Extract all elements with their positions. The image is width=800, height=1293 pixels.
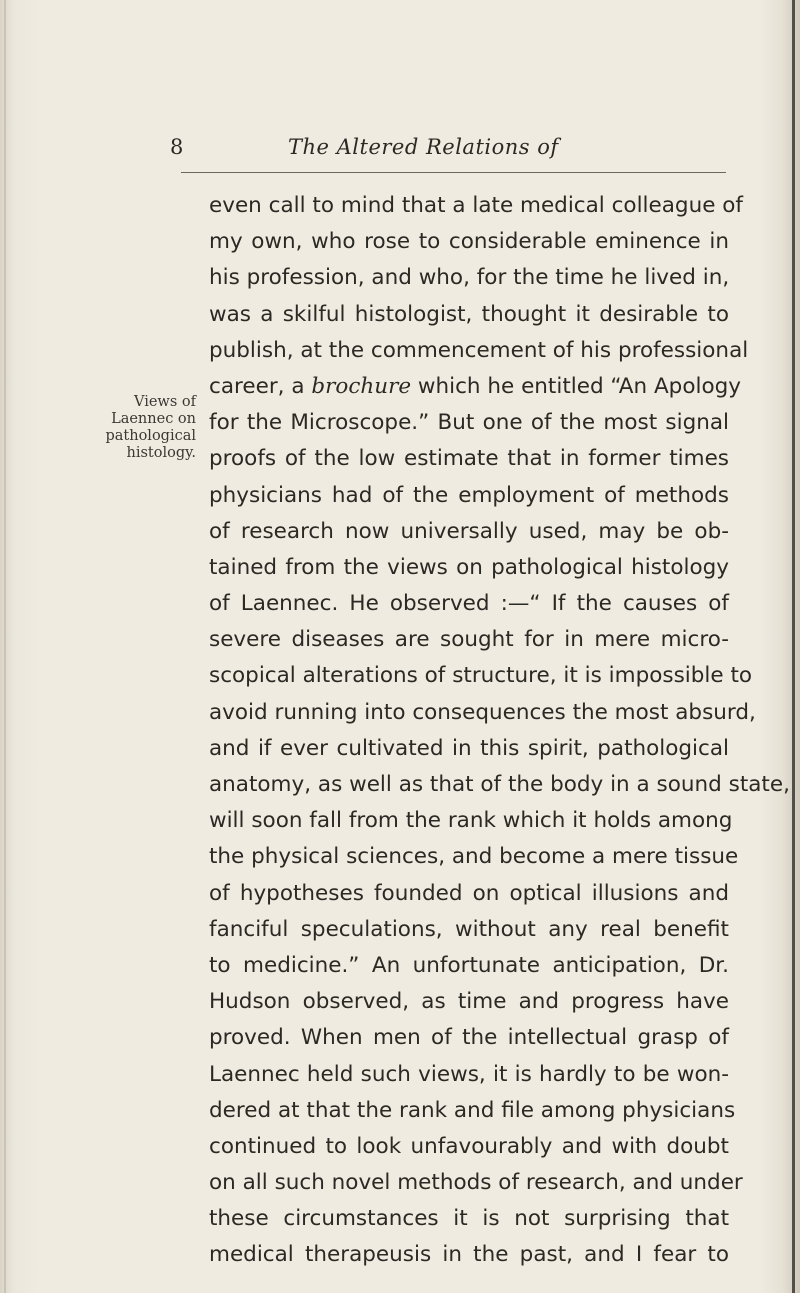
text-line: his profession, and who, for the time he lived in, bbox=[209, 265, 730, 291]
text-line: of research now universally used, may be ob- bbox=[209, 518, 729, 544]
running-title: The Altered Relations of bbox=[288, 135, 559, 159]
page-edge-shadow bbox=[792, 0, 795, 1293]
text-line: my own, who rose to considerable eminence in bbox=[209, 229, 729, 255]
margin-note-line: Views of bbox=[134, 394, 196, 410]
text-line: fanciful speculations, without any real benefit bbox=[209, 916, 729, 942]
binding-gutter bbox=[4, 0, 6, 1293]
text-line: and if ever cultivated in this spirit, pathological bbox=[209, 735, 729, 761]
text-line: continued to look unfavourably and with doubt bbox=[209, 1133, 729, 1159]
body-text bbox=[209, 188, 790, 1274]
text-line: dered at that the rank and file among physicians bbox=[209, 1097, 736, 1123]
text-line: avoid running into consequences the most absurd, bbox=[209, 699, 756, 725]
text-line: for the Microscope.” But one of the most signal bbox=[209, 410, 729, 436]
text-line: was a skilful histologist, thought it desirable to bbox=[209, 301, 729, 327]
text-segment: which he entitled “An Apology bbox=[411, 373, 741, 399]
text-line: publish, at the commencement of his professional bbox=[209, 337, 749, 363]
text-line: anatomy, as well as that of the body in a sound state, bbox=[209, 772, 790, 797]
text-line: on all such novel methods of research, and under bbox=[209, 1170, 743, 1196]
text-line: proofs of the low estimate that in former times bbox=[209, 446, 729, 472]
italic-word: brochure bbox=[311, 373, 412, 399]
text-line: even call to mind that a late medical colleague of bbox=[209, 193, 743, 218]
text-line: medical therapeusis in the past, and I fear to bbox=[209, 1242, 729, 1268]
text-line: Hudson observed, as time and progress have bbox=[209, 989, 729, 1015]
text-line: these circumstances it is not surprising that bbox=[209, 1206, 729, 1232]
text-line: the physical sciences, and become a mere tissue bbox=[209, 844, 739, 870]
margin-note-line: pathological bbox=[105, 428, 196, 444]
text-line: of hypotheses founded on optical illusions and bbox=[209, 880, 729, 906]
text-segment: career, a bbox=[209, 373, 312, 399]
margin-note-line: Laennec on bbox=[111, 411, 196, 427]
header-rule bbox=[181, 172, 726, 173]
text-line: severe diseases are sought for in mere micro- bbox=[209, 627, 729, 653]
text-line: scopical alterations of structure, it is impossible to bbox=[209, 663, 753, 689]
margin-note bbox=[60, 394, 196, 462]
text-line: Laennec held such views, it is hardly to be won- bbox=[209, 1061, 729, 1087]
text-line: of Laennec. He observed :—“ If the causes of bbox=[209, 591, 729, 617]
margin-note-line: histology. bbox=[126, 445, 196, 461]
text-line: to medicine.” An unfortunate anticipation, Dr. bbox=[209, 952, 729, 978]
text-line: will soon fall from the rank which it holds among bbox=[209, 808, 733, 834]
text-line: proved. When men of the intellectual grasp of bbox=[209, 1025, 729, 1051]
page-number: 8 bbox=[170, 135, 184, 159]
text-line: tained from the views on pathological histology bbox=[209, 554, 729, 580]
page-header bbox=[170, 135, 730, 165]
text-line bbox=[209, 369, 741, 405]
text-line: physicians had of the employment of methods bbox=[209, 482, 729, 508]
